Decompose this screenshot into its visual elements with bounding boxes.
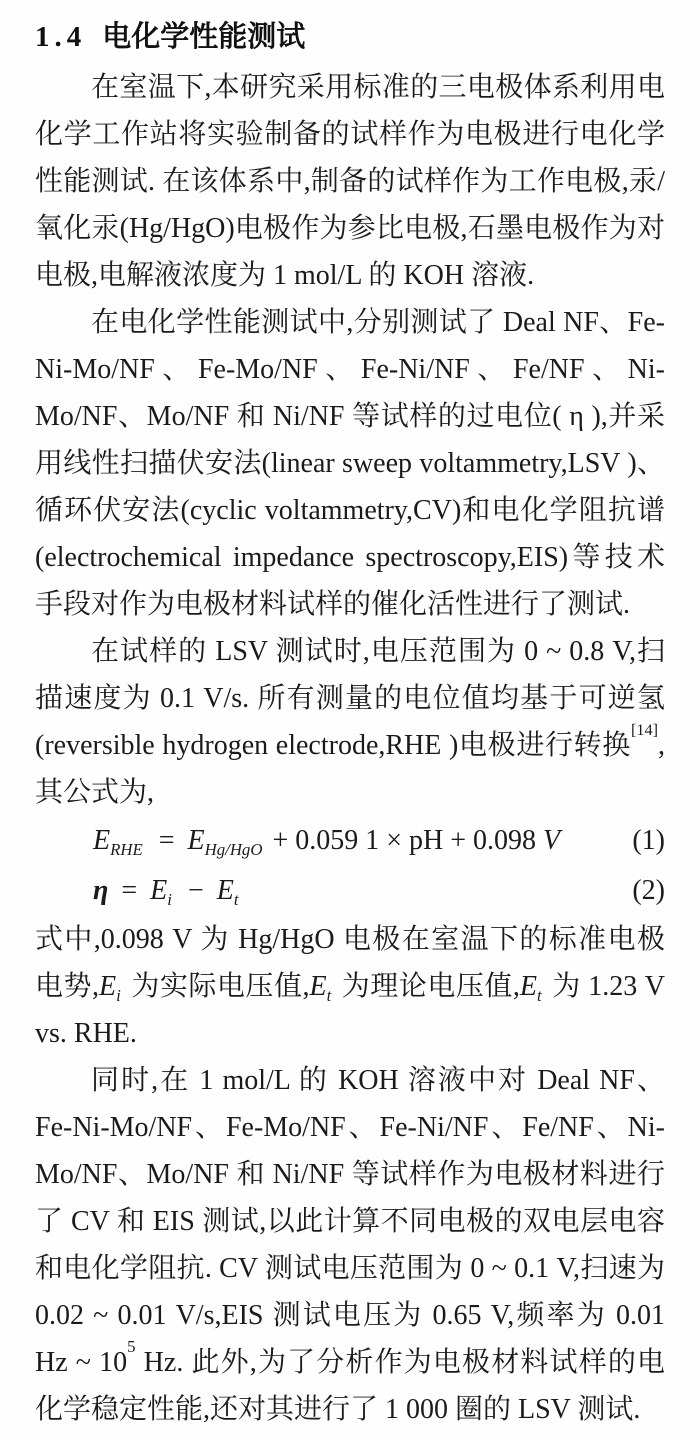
paragraph-lsv-text: 在试样的 LSV 测试时,电压范围为 0 ~ 0.8 V,扫描速度为 0.1 V/s. 所有测量的电位值均基于可逆氢(reversible hydrogen electrode,RHE )电极进行转换 [35, 636, 665, 761]
def-var-Et-1: E [309, 971, 327, 1002]
def-text-4: 为 1.23 V vs. RHE. [35, 971, 665, 1049]
def-text-2: 为实际电压值, [123, 971, 310, 1002]
eq1-terms: + 0.059 1 × pH + 0.098 [265, 825, 544, 856]
exponent-5: 5 [127, 1337, 136, 1357]
eq2-minus: − [180, 875, 211, 906]
paragraph-cv-eis [35, 1057, 665, 1433]
eq2-equals: = [114, 875, 145, 906]
paragraph-definitions [35, 916, 665, 1057]
def-sub-t-1: t [326, 985, 332, 1005]
paragraph-lsv-tail: ,其公式为, [35, 730, 665, 808]
section-heading [35, 12, 665, 62]
paragraph-lsv [35, 628, 665, 816]
eq1-sub-HgHgO: Hg/HgO [204, 839, 263, 859]
def-var-Ei: E [99, 971, 117, 1002]
paragraph-setup: 在室温下,本研究采用标准的三电极体系利用电化学工作站将实验制备的试样作为电极进行电化学性能测试. 在该体系中,制备的试样作为工作电极,汞/氧化汞(Hg/HgO)电极作为参比电极,石墨电极作为对电极,电解液浓度为 1 mol/L 的 KOH 溶液. [35, 72, 665, 291]
equation-1-body [93, 816, 560, 866]
paragraph-methods: 在电化学性能测试中,分别测试了 Deal NF、Fe-Ni-Mo/NF、Fe-Mo/NF、Fe-Ni/NF、Fe/NF、Ni-Mo/NF、Mo/NF 和 Ni/NF 等试样的过电位( η ),并采用线性扫描伏安法(linear sweep voltammetry,LSV )、循环伏安法(cyclic voltammetry,CV)和电化学阻抗谱(electrochemical impedance spectroscopy,EIS)等技术手段对作为电极材料试样的催化活性进行了测试. [35, 307, 665, 620]
eq2-var-Et: E [216, 875, 234, 906]
eq2-var-eta: η [93, 875, 109, 906]
section-title: 电化学性能测试 [102, 21, 306, 53]
equation-1 [35, 816, 665, 866]
eq1-var-E-HgHgO: E [187, 825, 205, 856]
cv-eis-tail: Hz. 此外,为了分析作为电极材料试样的电化学稳定性能,还对其进行了 1 000 圈的 LSV 测试. [35, 1347, 666, 1425]
def-var-Et-2: E [519, 971, 537, 1002]
citation-ref-14: [14] [630, 720, 658, 739]
eq1-var-E-RHE: E [93, 825, 111, 856]
eq2-sub-i: i [167, 889, 172, 909]
equation-2-body [93, 866, 242, 916]
def-sub-i: i [116, 985, 121, 1005]
def-sub-t-2: t [537, 985, 542, 1005]
equation-2-number: (2) [632, 875, 665, 906]
section-number: 1.4 [35, 21, 87, 53]
eq1-equals: = [151, 825, 182, 856]
eq2-sub-t: t [233, 889, 239, 909]
eq1-sub-RHE: RHE [110, 839, 143, 859]
equation-2 [35, 866, 665, 916]
equation-1-number: (1) [632, 825, 665, 856]
eq1-unit-V: V [543, 825, 561, 856]
eq2-var-Ei: E [150, 875, 168, 906]
def-text-3: 为理论电压值, [334, 971, 520, 1002]
def-text-1: 式中,0.098 V 为 Hg/HgO 电极在室温下的标准电极电势, [35, 924, 665, 1002]
cv-eis-text: 同时,在 1 mol/L 的 KOH 溶液中对 Deal NF、Fe-Ni-Mo/NF、Fe-Mo/NF、Fe-Ni/NF、Fe/NF、Ni-Mo/NF、Mo/NF 和 Ni/NF 等试样作为电极材料进行了 CV 和 EIS 测试,以此计算不同电极的双电层电容和电化学阻抗. CV 测试电压范围为 0 ~ 0.1 V,扫速为 0.02 ~ 0.01 V/s,EIS 测试电压为 0.65 V,频率为 0.01 Hz ~ 10 [35, 1065, 665, 1378]
